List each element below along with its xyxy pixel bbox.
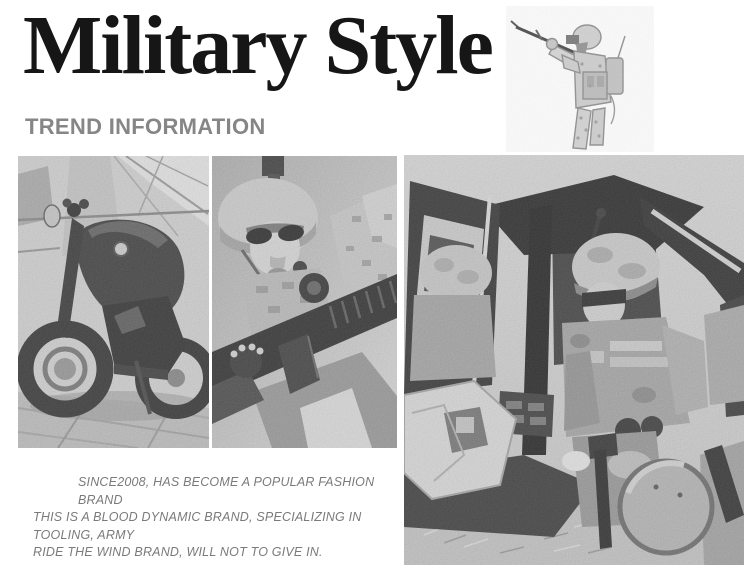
page-title: Military Style [23, 0, 492, 92]
section-heading: TREND INFORMATION [25, 114, 266, 139]
brand-description-line-2: THIS IS A BLOOD DYNAMIC BRAND, SPECIALIZING IN TOOLING, ARMY [33, 510, 362, 542]
brand-description-line-1: SINCE2008, HAS BECOME A POPULAR FASHION BRAND [78, 475, 375, 507]
motorcycle-illustration [18, 156, 209, 448]
photo-motorcycle [18, 156, 209, 448]
brand-description-line-3: RIDE THE WIND BRAND, WILL NOT TO GIVE IN. [33, 545, 323, 559]
soldier-aiming-rifle-icon [506, 6, 654, 152]
soldiers-vehicle-illustration [404, 155, 744, 565]
photo-soldier-rifle [212, 156, 397, 448]
soldier-rifle-illustration [212, 156, 397, 448]
brand-description [33, 474, 393, 562]
photo-soldiers-vehicle [404, 155, 744, 565]
